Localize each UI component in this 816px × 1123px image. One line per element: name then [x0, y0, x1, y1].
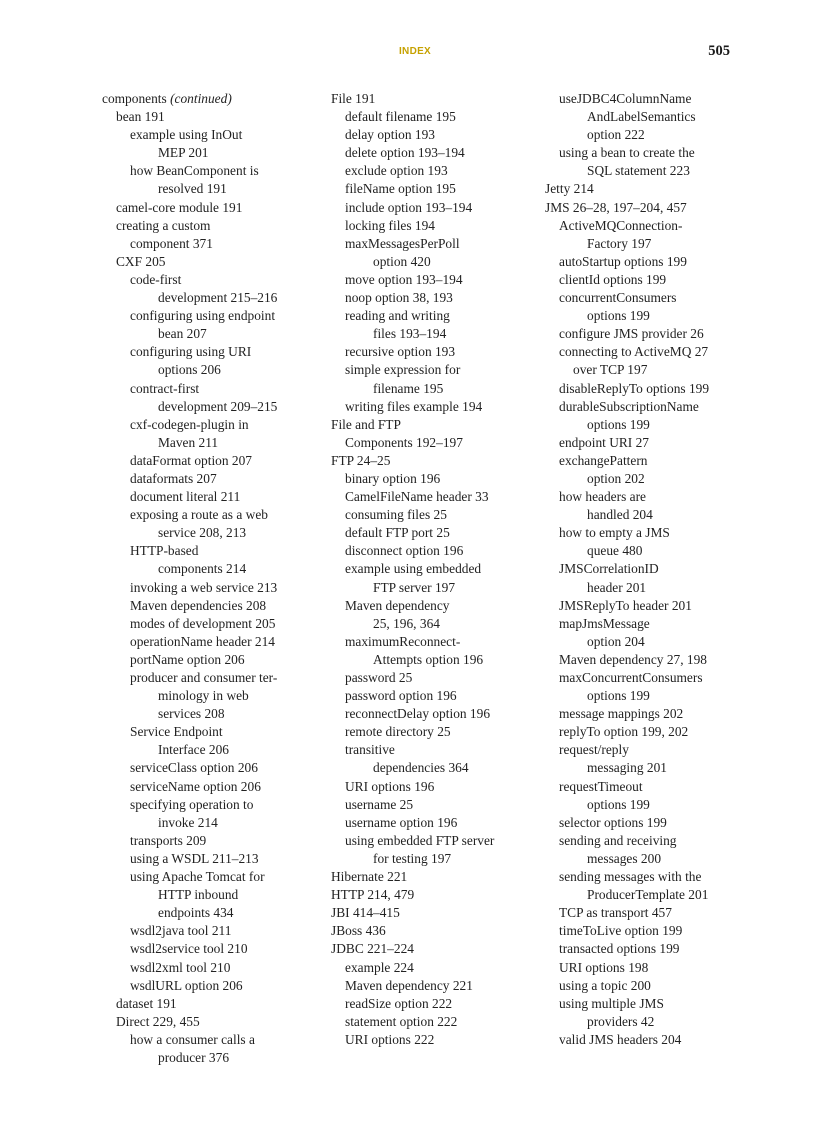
index-entry-continuation: component 371 [130, 235, 213, 251]
index-entry [102, 307, 317, 343]
index-entry [102, 253, 317, 271]
index-entry [102, 669, 317, 723]
index-term: durableSubscriptionName [559, 398, 699, 414]
index-term: wsdlURL option 206 [130, 977, 243, 993]
index-term: timeToLive option 199 [559, 923, 683, 939]
index-entry [545, 524, 745, 560]
index-entry-continuation: Maven 211 [158, 434, 219, 450]
index-entry [102, 217, 317, 253]
index-entry-continuation: development 215–216 [158, 290, 278, 306]
index-entry [545, 325, 745, 343]
index-entry [545, 289, 745, 325]
index-entry [331, 868, 539, 886]
index-term: concurrentConsumers [559, 290, 677, 306]
running-header-title: INDEX [398, 46, 432, 57]
index-term: cxf-codegen-plugin in [130, 416, 249, 432]
index-term: URI options 196 [345, 778, 435, 794]
index-entry [545, 380, 745, 398]
index-term: dataset 191 [116, 995, 177, 1011]
index-entry [331, 597, 539, 633]
index-entry [331, 452, 539, 470]
index-entry [102, 108, 317, 126]
index-entry [102, 162, 317, 198]
index-entry-continuation: service 208, 213 [158, 525, 247, 541]
index-entry [545, 144, 745, 180]
index-term: portName option 206 [130, 651, 245, 667]
index-entry [102, 90, 317, 108]
index-entry [102, 488, 317, 506]
index-term: CamelFileName header 33 [345, 489, 489, 505]
index-entry [102, 470, 317, 488]
index-term: simple expression for [345, 362, 461, 378]
index-entry [102, 959, 317, 977]
index-term: maxMessagesPerPoll [345, 235, 460, 251]
index-term: producer and consumer ter- [130, 670, 278, 685]
index-entry-continuation: services 208 [158, 706, 225, 722]
index-entry [331, 796, 539, 814]
index-term: connecting to ActiveMQ 27 [559, 344, 709, 360]
index-term: statement option 222 [345, 1013, 458, 1029]
index-entry [331, 180, 539, 198]
index-entry [545, 940, 745, 958]
index-entry [545, 651, 745, 669]
index-entry [102, 542, 317, 578]
index-term: components [102, 91, 171, 106]
index-entry [331, 488, 539, 506]
index-term: clientId options 199 [559, 271, 667, 287]
index-term: selector options 199 [559, 814, 667, 830]
index-entry [102, 597, 317, 615]
index-term: password 25 [345, 670, 413, 685]
index-term: delete option 193–194 [345, 145, 465, 161]
index-term: reconnectDelay option 196 [345, 706, 491, 722]
index-term: using a WSDL 211–213 [130, 850, 259, 866]
index-term: delay option 193 [345, 127, 436, 143]
index-entry [102, 850, 317, 868]
index-entry [331, 524, 539, 542]
index-entry [545, 778, 745, 814]
index-entry [331, 126, 539, 144]
index-term: how BeanComponent is [130, 163, 259, 179]
index-column-3 [545, 90, 745, 1049]
index-entry [102, 271, 317, 307]
index-entry-continuation: AndLabelSemantics [587, 109, 696, 125]
index-entry-continuation: options 199 [587, 688, 650, 704]
index-entry [331, 741, 539, 777]
index-entry [331, 995, 539, 1013]
index-term: include option 193–194 [345, 199, 473, 215]
index-term: endpoint URI 27 [559, 434, 650, 450]
index-entry [102, 506, 317, 542]
index-term: JBoss 436 [331, 923, 386, 939]
index-entry [545, 922, 745, 940]
index-entry [545, 271, 745, 289]
index-term: using a topic 200 [559, 977, 651, 993]
index-entry [102, 832, 317, 850]
index-entry [331, 886, 539, 904]
index-term: dataformats 207 [130, 470, 217, 486]
index-term: mapJmsMessage [559, 615, 650, 631]
index-term: default filename 195 [345, 109, 456, 125]
index-term: bean 191 [116, 109, 165, 125]
index-column-1 [102, 90, 317, 1067]
index-entry [331, 1031, 539, 1049]
index-entry [331, 904, 539, 922]
index-term: example using embedded [345, 561, 482, 577]
index-entry [102, 416, 317, 452]
index-term: readSize option 222 [345, 995, 453, 1011]
index-entry-continuation: messages 200 [587, 850, 662, 866]
index-entry-continuation: options 206 [158, 362, 221, 378]
index-term: code-first [130, 271, 182, 287]
index-term: sending messages with the [559, 869, 702, 885]
index-term: how headers are [559, 489, 646, 505]
index-entry [331, 361, 539, 397]
index-entry-continuation: components 214 [158, 561, 247, 577]
index-term: JMSCorrelationID [559, 561, 659, 577]
index-entry-continuation: option 202 [587, 470, 645, 486]
index-entry [331, 723, 539, 741]
index-entry [331, 199, 539, 217]
index-term: ActiveMQConnection- [559, 217, 683, 233]
index-term: JMSReplyTo header 201 [559, 597, 692, 613]
index-term: recursive option 193 [345, 344, 456, 360]
index-term: default FTP port 25 [345, 525, 450, 541]
index-term: using Apache Tomcat for [130, 869, 265, 885]
index-term: contract-first [130, 380, 200, 396]
index-entry [545, 977, 745, 995]
index-term: using multiple JMS [559, 995, 664, 1011]
index-entry-continuation: development 209–215 [158, 398, 278, 414]
index-term: username 25 [345, 796, 414, 812]
index-entry-continuation: options 199 [587, 308, 650, 324]
index-entry [331, 470, 539, 488]
index-term: JMS 26–28, 197–204, 457 [545, 199, 687, 215]
index-entry-continuation: bean 207 [158, 326, 207, 342]
index-entry [545, 615, 745, 651]
index-entry [102, 1013, 317, 1031]
index-term: reading and writing [345, 308, 450, 324]
index-term: JBI 414–415 [331, 905, 400, 921]
index-entry [102, 1031, 317, 1067]
index-term: binary option 196 [345, 470, 441, 486]
index-entry [545, 434, 745, 452]
index-entry [331, 217, 539, 235]
index-entry [545, 452, 745, 488]
index-term: wsdl2service tool 210 [130, 941, 248, 957]
index-entry [331, 416, 539, 452]
index-term: Maven dependency [345, 597, 450, 613]
index-entry-continuation: MEP 201 [158, 145, 209, 161]
index-term: using embedded FTP server [345, 832, 495, 848]
index-entry [545, 904, 745, 922]
index-term: example 224 [345, 959, 414, 975]
index-term: requestTimeout [559, 778, 643, 794]
index-entry-continuation: header 201 [587, 579, 647, 595]
index-entry-continuation: option 222 [587, 127, 645, 143]
index-entry [331, 506, 539, 524]
index-entry [102, 723, 317, 759]
index-term: request/reply [559, 742, 629, 758]
index-entry [331, 108, 539, 126]
index-entry [331, 814, 539, 832]
index-term: transitive [345, 742, 395, 758]
index-entry-continuation: option 420 [373, 253, 431, 269]
index-entry [331, 1013, 539, 1031]
index-term: HTTP 214, 479 [331, 887, 415, 903]
index-entry [102, 995, 317, 1013]
index-term: Maven dependency 221 [345, 977, 473, 993]
index-entry [545, 705, 745, 723]
index-term: modes of development 205 [130, 615, 276, 631]
index-entry [102, 199, 317, 217]
index-entry [102, 126, 317, 162]
index-entry [331, 235, 539, 271]
index-term: URI options 222 [345, 1031, 435, 1047]
index-entry-continuation: minology in web [158, 688, 249, 704]
index-entry [545, 995, 745, 1031]
index-term: how to empty a JMS [559, 525, 670, 541]
index-entry [102, 633, 317, 651]
index-entry-continuation: 25, 196, 364 [373, 615, 440, 631]
index-term: creating a custom [116, 217, 211, 233]
index-term: configure JMS provider 26 [559, 326, 704, 342]
index-term: replyTo option 199, 202 [559, 724, 689, 740]
index-entry [102, 579, 317, 597]
index-term: HTTP-based [130, 543, 199, 559]
index-entry-continuation: FTP server 197 [373, 579, 456, 595]
index-entry [545, 180, 745, 198]
index-term: File and FTP [331, 416, 401, 432]
index-column-2 [331, 90, 539, 1049]
index-term: fileName option 195 [345, 181, 456, 197]
index-term: serviceName option 206 [130, 778, 261, 794]
index-entry [102, 651, 317, 669]
index-term: wsdl2xml tool 210 [130, 959, 231, 975]
index-entry [102, 868, 317, 922]
index-entry [102, 759, 317, 777]
index-term: valid JMS headers 204 [559, 1031, 682, 1047]
index-term: CXF 205 [116, 253, 166, 269]
index-entry-continuation: queue 480 [587, 543, 643, 559]
index-entry [331, 343, 539, 361]
index-entry-continuation: HTTP inbound [158, 887, 239, 903]
index-entry-continuation: options 199 [587, 416, 650, 432]
index-entry-continuation: producer 376 [158, 1049, 230, 1065]
index-entry [545, 488, 745, 524]
index-term: exposing a route as a web [130, 507, 268, 523]
index-term: autoStartup options 199 [559, 253, 687, 269]
index-entry [331, 633, 539, 669]
index-entry-continuation: resolved 191 [158, 181, 227, 197]
index-entry [102, 922, 317, 940]
index-term: password option 196 [345, 688, 457, 704]
index-entry-continuation: option 204 [587, 633, 645, 649]
index-term: useJDBC4ColumnName [559, 91, 692, 106]
index-entry-continuation: ProducerTemplate 201 [587, 887, 709, 903]
index-entry [331, 669, 539, 687]
index-entry [331, 307, 539, 343]
index-term: locking files 194 [345, 217, 436, 233]
index-term: Jetty 214 [545, 181, 594, 197]
index-entry [545, 343, 745, 379]
index-entry-continuation: Interface 206 [158, 742, 230, 758]
index-entry [102, 452, 317, 470]
index-entry-continuation: filename 195 [373, 380, 444, 396]
index-entry [102, 615, 317, 633]
index-entry [331, 289, 539, 307]
index-entry [545, 959, 745, 977]
index-term: exclude option 193 [345, 163, 448, 179]
index-entry [331, 398, 539, 416]
index-entry [331, 832, 539, 868]
index-entry-continuation: invoke 214 [158, 814, 218, 830]
index-term: exchangePattern [559, 452, 648, 468]
index-entry [331, 778, 539, 796]
index-term: noop option 38, 193 [345, 290, 453, 306]
index-entry-continuation: handled 204 [587, 507, 653, 523]
index-entry [331, 977, 539, 995]
index-entry [545, 597, 745, 615]
index-entry-continuation: messaging 201 [587, 760, 667, 776]
index-entry-continuation: files 193–194 [373, 326, 447, 342]
index-term: username option 196 [345, 814, 458, 830]
index-entry-continuation: for testing 197 [373, 850, 452, 866]
index-entry [331, 959, 539, 977]
index-entry [545, 560, 745, 596]
index-entry [331, 542, 539, 560]
index-term-qualifier: (continued) [170, 91, 232, 106]
index-entry [102, 343, 317, 379]
index-entry [545, 814, 745, 832]
index-term: Service Endpoint [130, 724, 223, 740]
index-term: transports 209 [130, 832, 207, 848]
index-entry [545, 868, 745, 904]
index-term: example using InOut [130, 127, 243, 143]
index-term: Direct 229, 455 [116, 1013, 200, 1029]
index-term: invoking a web service 213 [130, 579, 278, 595]
index-entry [331, 144, 539, 162]
index-entry [545, 253, 745, 271]
index-entry [331, 705, 539, 723]
index-term: disconnect option 196 [345, 543, 464, 559]
index-term: move option 193–194 [345, 271, 463, 287]
index-term: Hibernate 221 [331, 869, 408, 885]
index-entry [545, 832, 745, 868]
index-term: dataFormat option 207 [130, 452, 252, 468]
index-term: remote directory 25 [345, 724, 451, 740]
index-term: Maven dependency 27, 198 [559, 651, 707, 667]
index-entry [545, 741, 745, 777]
index-term: wsdl2java tool 211 [130, 923, 232, 939]
index-term: message mappings 202 [559, 706, 684, 722]
index-term: FTP 24–25 [331, 452, 391, 468]
index-term: camel-core module 191 [116, 199, 243, 215]
index-entry [545, 90, 745, 144]
index-entry [331, 90, 539, 108]
index-term: URI options 198 [559, 959, 649, 975]
index-term: serviceClass option 206 [130, 760, 258, 776]
index-entry-continuation: over TCP 197 [573, 362, 648, 378]
index-term: Maven dependencies 208 [130, 597, 267, 613]
index-term: TCP as transport 457 [559, 905, 672, 921]
index-entry [331, 560, 539, 596]
index-entry-continuation: providers 42 [587, 1013, 655, 1029]
index-entry [331, 940, 539, 958]
index-term: operationName header 214 [130, 633, 276, 649]
index-entry [331, 271, 539, 289]
index-entry [102, 796, 317, 832]
index-entry [331, 162, 539, 180]
index-entry-continuation: endpoints 434 [158, 905, 234, 921]
index-term: writing files example 194 [345, 398, 483, 414]
index-term: transacted options 199 [559, 941, 680, 957]
index-term: how a consumer calls a [130, 1031, 255, 1047]
index-entry-continuation: options 199 [587, 796, 650, 812]
index-term: File 191 [331, 91, 376, 106]
index-term: specifying operation to [130, 796, 254, 812]
index-entry [331, 687, 539, 705]
index-term: consuming files 25 [345, 507, 447, 523]
index-entry-continuation: Factory 197 [587, 235, 652, 251]
index-entry-continuation: SQL statement 223 [587, 163, 690, 179]
index-term: using a bean to create the [559, 145, 695, 161]
index-entry [545, 199, 745, 217]
index-term: configuring using endpoint [130, 308, 276, 324]
index-entry [102, 977, 317, 995]
index-entry [102, 940, 317, 958]
page-number: 505 [708, 43, 730, 59]
index-term: disableReplyTo options 199 [559, 380, 710, 396]
index-entry-continuation: dependencies 364 [373, 760, 469, 776]
index-entry [545, 723, 745, 741]
index-term: maximumReconnect- [345, 633, 461, 649]
index-term: configuring using URI [130, 344, 252, 360]
index-entry [102, 380, 317, 416]
index-entry [331, 922, 539, 940]
index-term: JDBC 221–224 [331, 941, 414, 957]
index-entry-continuation: Attempts option 196 [373, 651, 484, 667]
index-term: sending and receiving [559, 832, 677, 848]
index-entry [545, 398, 745, 434]
index-term: maxConcurrentConsumers [559, 670, 703, 685]
index-term: document literal 211 [130, 489, 241, 505]
index-entry [545, 1031, 745, 1049]
index-entry [545, 669, 745, 705]
index-entry-continuation: Components 192–197 [345, 434, 463, 450]
index-entry [545, 217, 745, 253]
index-entry [102, 778, 317, 796]
